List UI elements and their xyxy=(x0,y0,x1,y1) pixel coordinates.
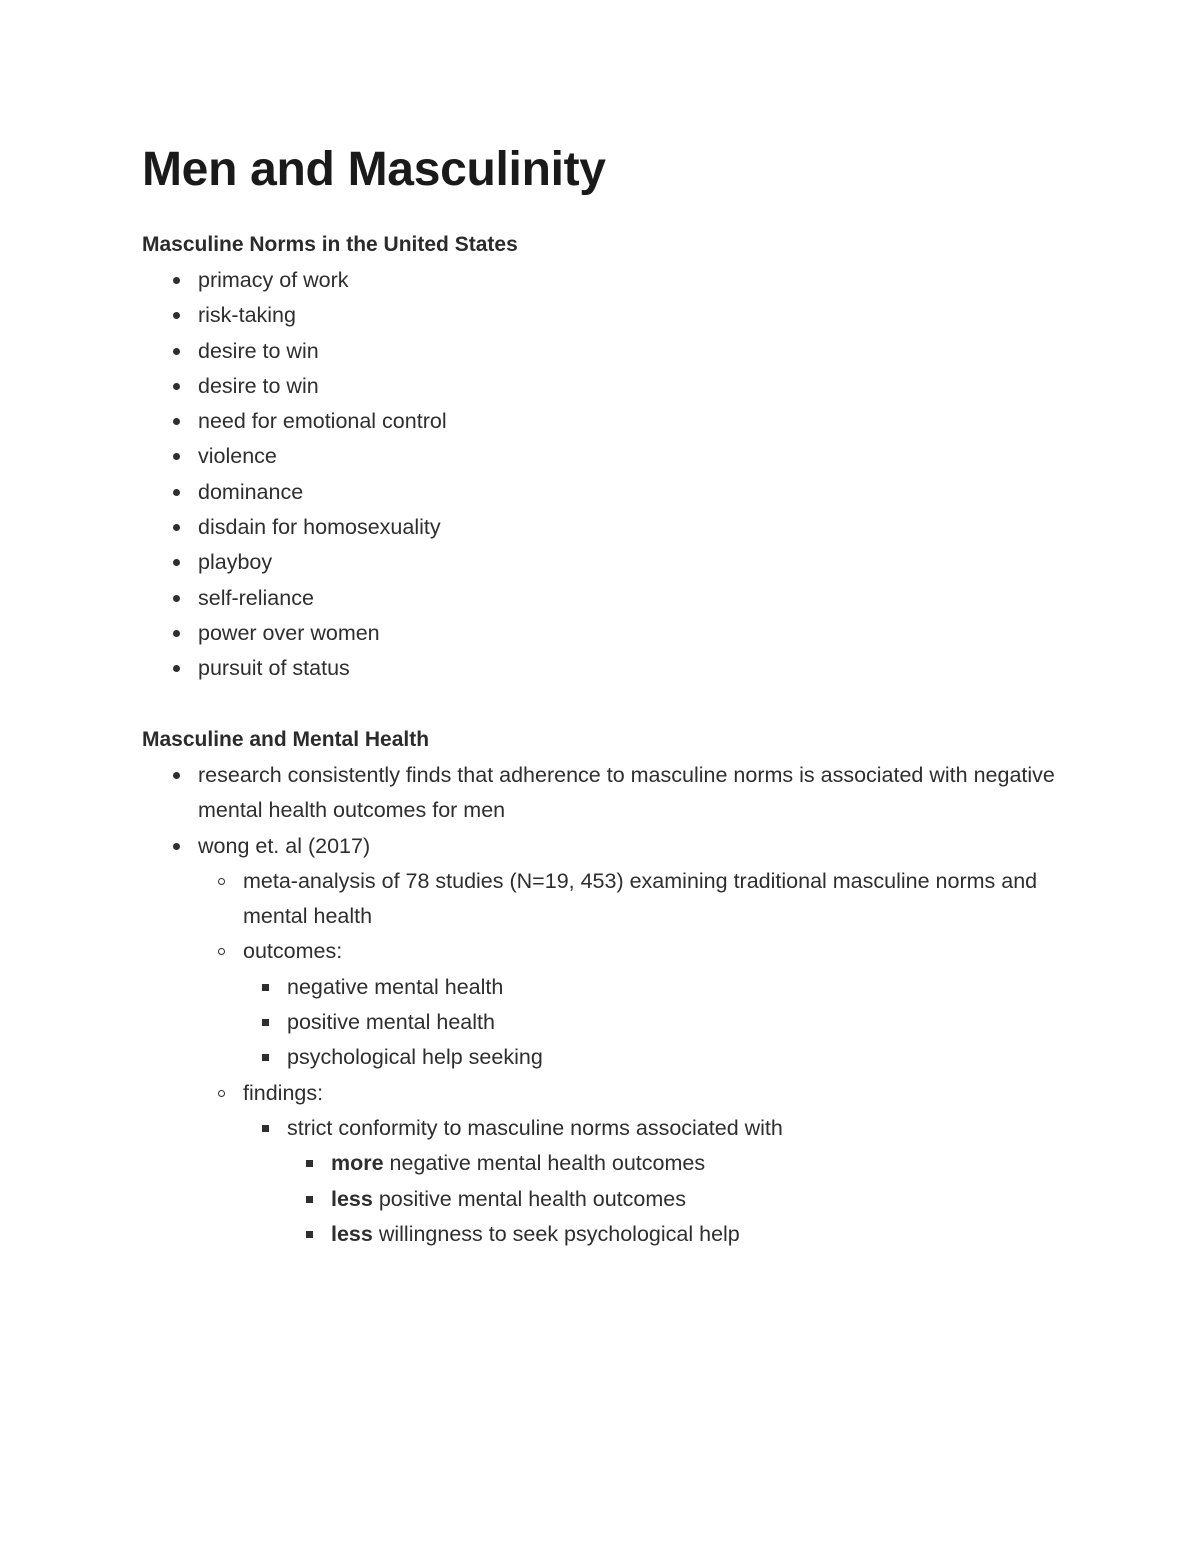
list-item-research: research consistently finds that adherence to masculine norms is associated with negative mental health outcomes for men xyxy=(198,758,1058,829)
emphasis-text: less xyxy=(331,1221,373,1246)
list-item: desire to win xyxy=(198,334,1058,369)
list-item: primacy of work xyxy=(198,263,1058,298)
detail-text: negative mental health outcomes xyxy=(383,1151,706,1176)
sub-item-findings: findings: xyxy=(198,1076,1058,1111)
list-item: disdain for homosexuality xyxy=(198,510,1058,545)
outcome-item: negative mental health xyxy=(198,970,1058,1005)
list-item: self-reliance xyxy=(198,581,1058,616)
list-item-wong-study: wong et. al (2017) xyxy=(198,829,1058,864)
finding-item: strict conformity to masculine norms associated with xyxy=(198,1111,1058,1146)
section-heading-mental-health: Masculine and Mental Health xyxy=(142,728,430,751)
detail-text: positive mental health outcomes xyxy=(372,1186,686,1211)
finding-detail-item xyxy=(198,1146,1058,1181)
masculine-norms-list xyxy=(198,263,1058,687)
sub-item-outcomes: outcomes: xyxy=(198,934,1058,969)
outcome-item: psychological help seeking xyxy=(198,1040,1058,1075)
list-item: playboy xyxy=(198,545,1058,580)
mental-health-list xyxy=(198,758,1058,1252)
page-title: Men and Masculinity xyxy=(142,143,606,196)
list-item: violence xyxy=(198,439,1058,474)
emphasis-text: more xyxy=(331,1151,384,1176)
outcome-item: positive mental health xyxy=(198,1005,1058,1040)
section-heading-masculine-norms: Masculine Norms in the United States xyxy=(142,233,518,256)
list-item: power over women xyxy=(198,616,1058,651)
list-item: desire to win xyxy=(198,369,1058,404)
detail-text: willingness to seek psychological help xyxy=(372,1221,740,1246)
finding-detail-item xyxy=(198,1182,1058,1217)
finding-detail-item xyxy=(198,1217,1058,1252)
list-item: need for emotional control xyxy=(198,404,1058,439)
sub-item-meta-analysis: meta-analysis of 78 studies (N=19, 453) examining traditional masculine norms and mental health xyxy=(198,864,1058,935)
list-item: risk-taking xyxy=(198,298,1058,333)
list-item: pursuit of status xyxy=(198,651,1058,686)
list-item: dominance xyxy=(198,475,1058,510)
emphasis-text: less xyxy=(331,1186,373,1211)
